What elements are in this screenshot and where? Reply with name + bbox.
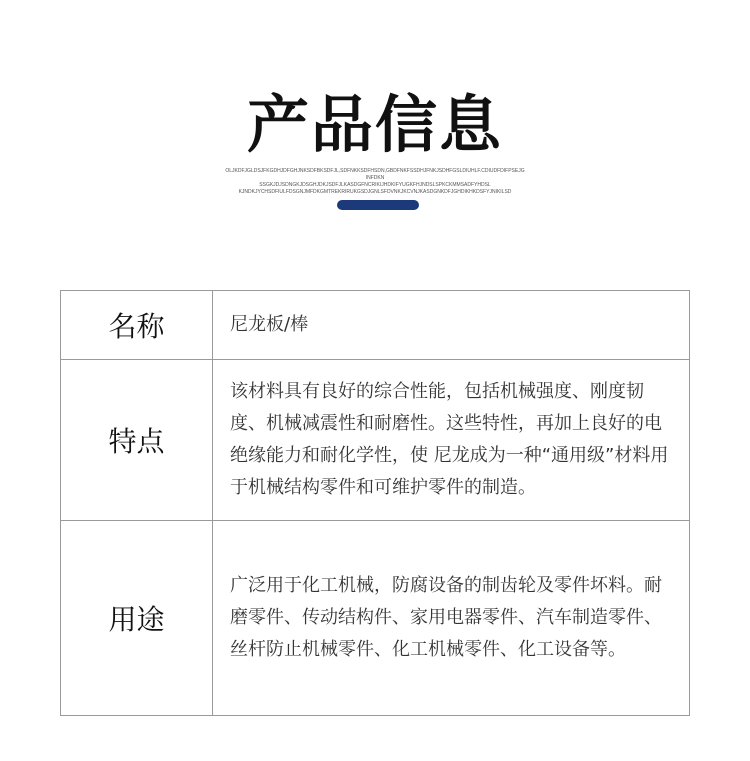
- subtext-line: KJNDKJYCHSDFIULFDSGNJMFDKGMTREKRIRUKGSDJGNLSFDVNKJKCVNJKASDGNKDFJGHDIKHKDSFYJNIKILSD: [238, 189, 512, 195]
- row-value-features: 该材料具有良好的综合性能，包括机械强度、刚度韧度、机械减震性和耐磨性。这些特性，再加上良好的电绝缘能力和耐化学性，使 尼龙成为一种“通用级”材料用于机械结构零件和可维护零件的制造。: [213, 360, 690, 521]
- row-label-features: 特点: [61, 360, 213, 521]
- title-accent-bar: [337, 200, 419, 210]
- table-row: [61, 521, 690, 716]
- table-row: [61, 291, 690, 360]
- subtext-line: OLJKDFJGLDSJFKGDHJDFGHJNKSDFBKSDFJL,SDFNKKSDFHSDN,GBDFNKFSSDHJFNKJSDHFGSLDIUHLF.CDIUDFDIFPSEJGINFDKN: [225, 168, 525, 181]
- page-title: 产品信息: [246, 88, 503, 161]
- table-row: [61, 360, 690, 521]
- decorative-subtext: [225, 168, 525, 196]
- row-value-uses: 广泛用于化工机械，防腐设备的制齿轮及零件坏料。耐磨零件、传动结构件、家用电器零件、汽车制造零件、丝杆防止机械零件、化工机械零件、化工设备等。: [213, 521, 690, 716]
- product-info-table: [60, 290, 690, 716]
- row-label-name: 名称: [61, 291, 213, 360]
- subtext-line: SSGKJDJSDNGKJDSGHJDKJSDFJLKASDGFNCRIKIJHDKIFYUGKFHJNDSLSPKCKMMSADFYHDSL: [259, 182, 491, 188]
- row-value-name: 尼龙板/棒: [213, 291, 690, 360]
- row-label-uses: 用途: [61, 521, 213, 716]
